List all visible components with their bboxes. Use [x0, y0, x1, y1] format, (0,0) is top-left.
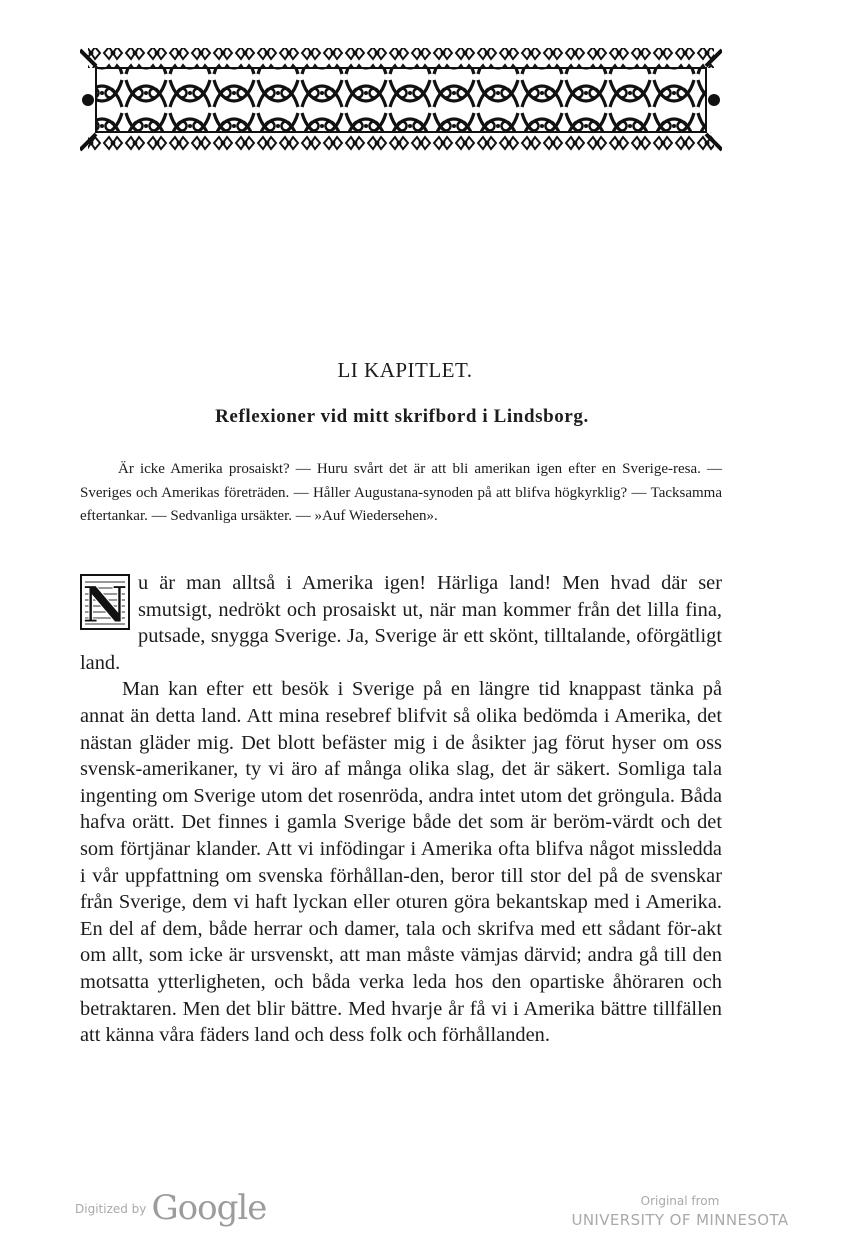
paragraph-2: Man kan efter ett besök i Sverige på en längre tid knappast tänka på annat än detta land. Att mina resebref blifvit så olika bedömda i Amerika, det nästan gläder mig. Det blott befäster mig i de åsikter jag förut hyser om oss svensk-amerikaner, ty vi äro af många olika slag, det är säkert. Somliga tala ingenting om Sverige utom det rosenröda, andra intet utom det gröngula. Båda hafva orätt. Det finnes i gamla Sverige både det som är beröm-värdt och det som förtjänar klander. Att vi infödingar i Amerika ofta blifva något missledda i vår uppfattning om svenska förhållan-den, beror till stor del på de svenskar från Sverige, dem vi haft lyckan eller oturen göra bekantskap med i Amerika. En del af dem, både herrar och damer, tala och skrifva med ett sådant för-akt om allt, som icke är ursvenskt, att man måste vämjas därvid; andra gå till den motsatta ytterligheten, och båda verka leda hos den opartiske åhöraren och betraktaren. Men det blir bättre. Med hvarje år få vi i Amerika bättre tillfällen att känna våra fäders land och dess folk och förhållanden. [80, 678, 722, 1047]
paragraph-1-text: u är man alltså i Amerika igen! Härliga land! Men hvad där ser smutsigt, nedrökt och prosaiskt ut, när man kommer från det lilla fina, putsade, snygga Sverige. Ja, Sverige är ett skönt, tilltalande, oförgätligt land. [80, 572, 722, 674]
paragraph-1 [80, 570, 722, 676]
chapter-summary: Är icke Amerika prosaiskt? — Huru svårt det är att bli amerikan igen efter en Sverige-resa. — Sveriges och Amerikas företräden. — Håller Augustana-synoden på att blifva högkyrklig? — Tacksamma eftertankar. — Sedvanliga ursäkter. — »Auf Wiedersehen». [80, 461, 722, 524]
original-from-label: Original from [640, 1194, 720, 1208]
chapter-subtitle: Reflexioner vid mitt skrifbord i Lindsborg. [215, 406, 589, 427]
decorative-border-ornament [80, 44, 722, 156]
google-wordmark: Google [151, 1188, 267, 1228]
original-from-watermark [560, 1194, 800, 1229]
university-name: UNIVERSITY OF MINNESOTA [571, 1211, 789, 1229]
dropcap-letter: N [82, 575, 128, 630]
digitized-by-watermark [75, 1188, 266, 1228]
digitized-by-label: Digitized by [75, 1202, 147, 1216]
chapter-title: LI KAPITLET. [337, 358, 473, 382]
chapter-body [80, 570, 722, 1049]
dropcap-initial [80, 574, 130, 630]
